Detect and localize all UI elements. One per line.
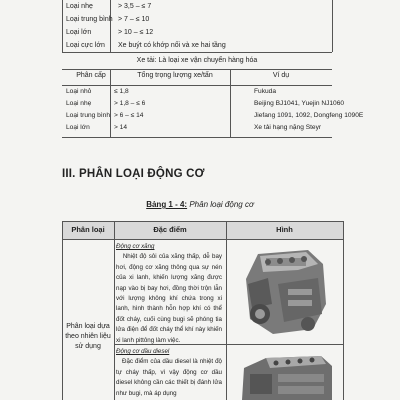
bus-row-value: Xe buýt có khớp nối và xe hai tầng — [118, 42, 226, 49]
truck-row-weight: > 14 — [114, 124, 128, 131]
diesel-engine-image — [236, 348, 336, 400]
main-header-features: Đặc điểm — [114, 221, 226, 239]
gasoline-engine-description — [116, 242, 222, 346]
truck-row-weight: ≤ 1,8 — [114, 88, 129, 95]
table-caption-number: Bảng 1 - 4: — [146, 200, 188, 209]
bus-row — [62, 0, 332, 13]
diesel-engine-text: Đặc điểm của dầu diesel là nhiệt độ tự cháy thấp, vì vậy động cơ dầu diesel không cần các thiết bị đánh lửa như bugi, mà áp dụng — [116, 358, 222, 397]
truck-row-label: Loại nhẹ — [66, 100, 92, 107]
table-caption-title: Phân loại động cơ — [189, 200, 254, 209]
gasoline-engine-title: Động cơ xăng — [116, 243, 155, 250]
truck-table-caption: Xe tải: Là loại xe vận chuyển hàng hóa — [136, 57, 258, 64]
truck-table-top-border — [62, 69, 332, 70]
gasoline-engine-image — [238, 244, 333, 340]
truck-row-example: Fukuda — [254, 88, 276, 95]
truck-row — [62, 110, 364, 121]
bus-row-label: Loại trung bình — [66, 16, 113, 23]
bus-row-label: Loại nhẹ — [66, 3, 93, 10]
main-table-divider-2 — [226, 221, 227, 400]
truck-row-label: Loại nhỏ — [66, 88, 92, 95]
truck-row — [62, 98, 345, 109]
gasoline-engine-text: Nhiệt độ sôi của xăng thấp, dễ bay hơi, động cơ xăng thông qua sự nén của xi lanh, khiến lượng xăng được nạp vào bị bay hơi, đồng thời trộn lẫn với lượng không khí chứa trong xi lanh, hình thành hỗn hợp khí có thể đốt cháy, cuối cùng bugi sẽ phóng tia lửa điện để đốt cháy thể khí này khiến xi lanh pittông làm việc. — [116, 253, 222, 344]
table-caption — [0, 200, 400, 209]
main-header-rule — [62, 239, 343, 240]
truck-row-label: Loại lớn — [66, 124, 90, 131]
bus-row-label: Loại lớn — [66, 29, 92, 36]
main-header-figure: Hình — [226, 221, 343, 239]
truck-row-label: Loại trung bình — [66, 112, 110, 119]
bus-row-value: > 7 – ≤ 10 — [118, 16, 150, 23]
bus-row-label: Loại cực lớn — [66, 42, 105, 49]
bus-table-bottom-border — [62, 52, 332, 53]
truck-header-class: Phân cấp — [76, 72, 106, 79]
truck-row-weight: > 1,8 – ≤ 6 — [114, 100, 146, 107]
bus-row-value: > 10 – ≤ 12 — [118, 29, 154, 36]
truck-header-example: Ví dụ — [272, 72, 290, 79]
truck-row-weight: > 6 – ≤ 14 — [114, 112, 144, 119]
diesel-engine-description — [116, 347, 222, 399]
truck-row-example: Beijing BJ1041, Yuejin NJ1060 — [254, 100, 345, 107]
main-table-top-border — [62, 221, 343, 222]
bus-row — [62, 39, 332, 52]
category-label: Phân loại dựa theo nhiên liệu sử dụng — [65, 323, 111, 350]
truck-row — [62, 86, 332, 97]
truck-row-example: Jiefang 1091, 1092, Dongfeng 1090E — [254, 112, 364, 119]
bus-row-value: > 3,5 – ≤ 7 — [118, 3, 152, 10]
main-table-right-border — [343, 221, 344, 400]
bus-table-right-border — [332, 0, 333, 52]
diesel-engine-title: Động cơ dầu diesel — [116, 348, 170, 355]
main-table-left-border — [62, 221, 63, 400]
truck-header-weight: Tổng trọng lượng xe/tấn — [137, 72, 213, 79]
truck-table-bottom-border — [62, 137, 332, 138]
truck-row-example: Xe tải hạng nặng Steyr — [254, 124, 322, 131]
bus-row — [62, 13, 332, 26]
truck-row — [62, 122, 332, 133]
main-header-category: Phân loại — [62, 221, 114, 239]
main-table-divider-1 — [114, 221, 115, 400]
section-title: III. PHÂN LOẠI ĐỘNG CƠ — [62, 168, 205, 180]
bus-row — [62, 26, 332, 39]
